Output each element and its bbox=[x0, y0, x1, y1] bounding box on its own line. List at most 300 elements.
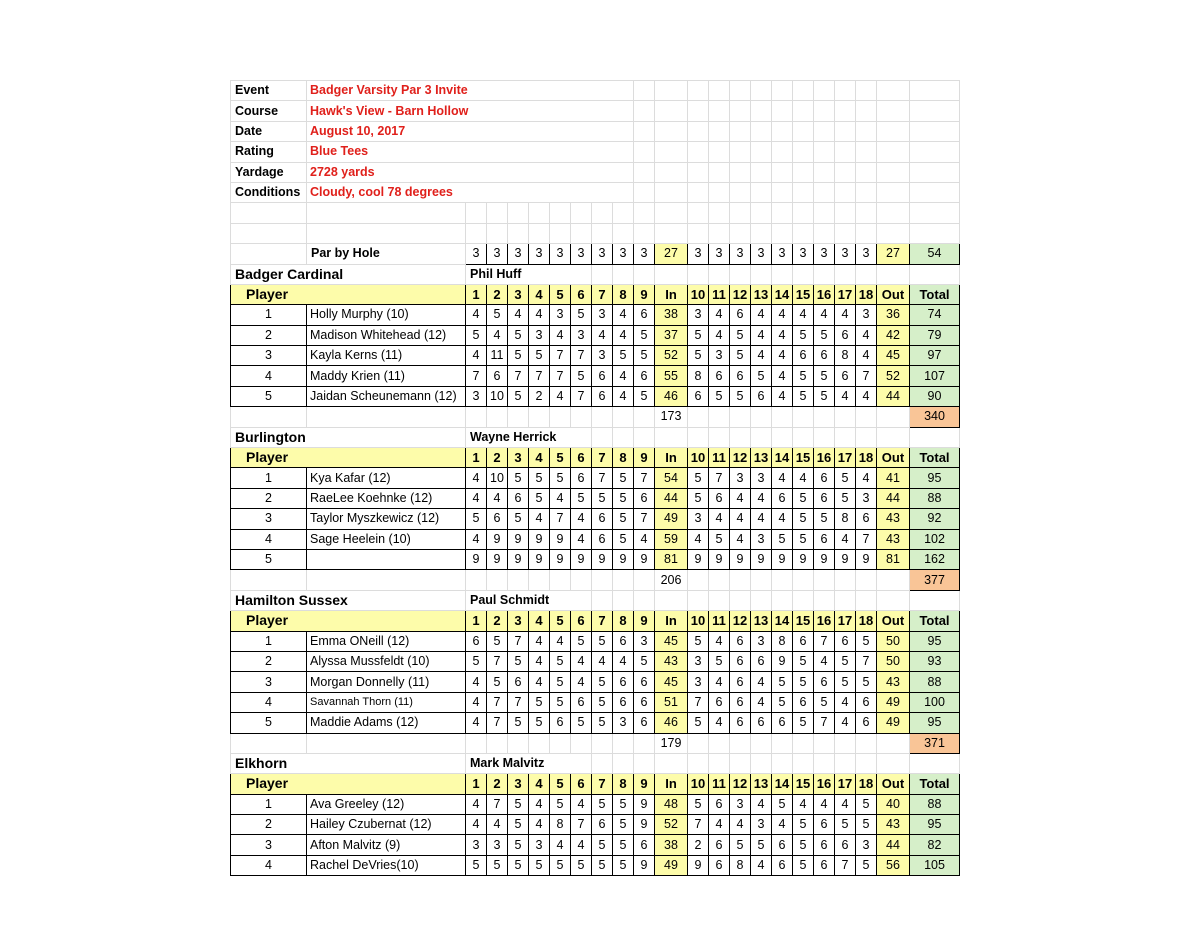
hole-header: 5 bbox=[550, 611, 571, 631]
player-number: 2 bbox=[231, 815, 307, 835]
empty-cell bbox=[751, 753, 772, 773]
hole-score: 5 bbox=[550, 692, 571, 712]
hole-score: 4 bbox=[550, 386, 571, 406]
player-name: Holly Murphy (10) bbox=[307, 305, 466, 325]
hole-score: 4 bbox=[592, 651, 613, 671]
hole-score: 6 bbox=[508, 672, 529, 692]
player-row bbox=[231, 468, 960, 488]
hole-score: 7 bbox=[814, 713, 835, 733]
hole-score: 5 bbox=[814, 386, 835, 406]
hole-score: 7 bbox=[487, 692, 508, 712]
hole-score: 5 bbox=[835, 815, 856, 835]
coach-name: Phil Huff bbox=[466, 264, 592, 284]
hole-score: 5 bbox=[793, 325, 814, 345]
hole-score: 9 bbox=[466, 549, 487, 569]
hole-score: 4 bbox=[571, 509, 592, 529]
hole-score: 4 bbox=[613, 366, 634, 386]
hole-score: 4 bbox=[772, 305, 793, 325]
hole-score: 7 bbox=[571, 386, 592, 406]
hole-score: 5 bbox=[592, 488, 613, 508]
player-name: Kayla Kerns (11) bbox=[307, 346, 466, 366]
coach-name: Wayne Herrick bbox=[466, 427, 592, 447]
total-score: 88 bbox=[910, 488, 960, 508]
hole-score: 4 bbox=[772, 468, 793, 488]
hole-score: 6 bbox=[814, 672, 835, 692]
hole-score: 6 bbox=[814, 346, 835, 366]
player-row bbox=[231, 549, 960, 569]
empty-cell bbox=[751, 142, 772, 162]
empty-cell bbox=[613, 264, 634, 284]
hole-score: 4 bbox=[529, 631, 550, 651]
empty-cell bbox=[793, 203, 814, 223]
hole-score: 3 bbox=[634, 631, 655, 651]
empty-cell bbox=[910, 590, 960, 610]
info-row bbox=[231, 162, 960, 182]
player-row bbox=[231, 488, 960, 508]
empty-cell bbox=[571, 570, 592, 590]
empty-cell bbox=[487, 407, 508, 427]
empty-cell bbox=[730, 733, 751, 753]
hole-score: 5 bbox=[508, 468, 529, 488]
empty-cell bbox=[835, 264, 856, 284]
total-score: 82 bbox=[910, 835, 960, 855]
hole-score: 7 bbox=[508, 692, 529, 712]
hole-score: 6 bbox=[772, 855, 793, 875]
hole-header: 10 bbox=[688, 284, 709, 304]
hole-header: 12 bbox=[730, 448, 751, 468]
player-name: Jaidan Scheunemann (12) bbox=[307, 386, 466, 406]
empty-cell bbox=[634, 162, 655, 182]
hole-header: 11 bbox=[709, 284, 730, 304]
total-score: 162 bbox=[910, 549, 960, 569]
player-number: 5 bbox=[231, 386, 307, 406]
par-hole: 3 bbox=[571, 244, 592, 264]
empty-cell bbox=[751, 427, 772, 447]
hole-score: 9 bbox=[814, 549, 835, 569]
hole-score: 6 bbox=[751, 713, 772, 733]
player-name: Maddy Krien (11) bbox=[307, 366, 466, 386]
hole-header: 15 bbox=[793, 611, 814, 631]
hole-score: 5 bbox=[856, 855, 877, 875]
hole-score: 9 bbox=[709, 549, 730, 569]
empty-cell bbox=[814, 264, 835, 284]
hole-score: 6 bbox=[550, 713, 571, 733]
hole-header: 17 bbox=[835, 774, 856, 794]
empty-cell bbox=[231, 733, 307, 753]
hole-score: 4 bbox=[529, 794, 550, 814]
hole-header: 4 bbox=[529, 774, 550, 794]
hole-score: 4 bbox=[709, 815, 730, 835]
empty-cell bbox=[571, 733, 592, 753]
hole-score: 4 bbox=[709, 509, 730, 529]
par-hole: 3 bbox=[751, 244, 772, 264]
hole-header: 17 bbox=[835, 448, 856, 468]
out-header: Out bbox=[877, 611, 910, 631]
hole-score: 5 bbox=[508, 713, 529, 733]
hole-score: 4 bbox=[709, 713, 730, 733]
empty-cell bbox=[231, 244, 307, 264]
hole-score: 4 bbox=[856, 468, 877, 488]
info-label: Course bbox=[231, 101, 307, 121]
hole-score: 8 bbox=[835, 509, 856, 529]
empty-cell bbox=[793, 142, 814, 162]
hole-header: 2 bbox=[487, 611, 508, 631]
hole-score: 4 bbox=[613, 386, 634, 406]
hole-score: 9 bbox=[688, 855, 709, 875]
hole-score: 6 bbox=[613, 672, 634, 692]
empty-cell bbox=[910, 753, 960, 773]
hole-score: 5 bbox=[466, 509, 487, 529]
hole-score: 4 bbox=[529, 305, 550, 325]
out-score: 49 bbox=[877, 713, 910, 733]
player-name: Maddie Adams (12) bbox=[307, 713, 466, 733]
scorecard-sheet bbox=[230, 80, 960, 876]
empty-cell bbox=[877, 407, 910, 427]
header-row bbox=[231, 448, 960, 468]
empty-cell bbox=[772, 427, 793, 447]
hole-header: 16 bbox=[814, 774, 835, 794]
empty-cell bbox=[231, 407, 307, 427]
hole-score: 5 bbox=[508, 651, 529, 671]
empty-cell bbox=[655, 753, 688, 773]
header-row bbox=[231, 611, 960, 631]
player-row bbox=[231, 305, 960, 325]
hole-score: 4 bbox=[835, 529, 856, 549]
empty-cell bbox=[655, 203, 688, 223]
hole-score: 4 bbox=[466, 815, 487, 835]
hole-score: 5 bbox=[688, 346, 709, 366]
empty-cell bbox=[772, 101, 793, 121]
player-row bbox=[231, 346, 960, 366]
player-name: Morgan Donnelly (11) bbox=[307, 672, 466, 692]
hole-score: 9 bbox=[751, 549, 772, 569]
total-header: Total bbox=[910, 774, 960, 794]
empty-cell bbox=[592, 407, 613, 427]
empty-cell bbox=[730, 264, 751, 284]
info-label: Yardage bbox=[231, 162, 307, 182]
hole-score: 5 bbox=[688, 468, 709, 488]
player-row bbox=[231, 529, 960, 549]
empty-cell bbox=[793, 81, 814, 101]
hole-score: 4 bbox=[730, 815, 751, 835]
hole-header: 7 bbox=[592, 774, 613, 794]
team-total: 371 bbox=[910, 733, 960, 753]
hole-score: 4 bbox=[709, 672, 730, 692]
hole-header: 6 bbox=[571, 611, 592, 631]
par-hole: 3 bbox=[466, 244, 487, 264]
total-score: 107 bbox=[910, 366, 960, 386]
empty-cell bbox=[856, 570, 877, 590]
info-row bbox=[231, 142, 960, 162]
hole-score: 4 bbox=[571, 794, 592, 814]
empty-cell bbox=[751, 203, 772, 223]
empty-cell bbox=[709, 81, 730, 101]
hole-score: 4 bbox=[592, 325, 613, 345]
out-header: Out bbox=[877, 774, 910, 794]
hole-score: 5 bbox=[592, 672, 613, 692]
hole-score: 3 bbox=[730, 468, 751, 488]
hole-score: 5 bbox=[814, 366, 835, 386]
hole-score: 9 bbox=[592, 549, 613, 569]
hole-header: 12 bbox=[730, 284, 751, 304]
hole-score: 5 bbox=[835, 488, 856, 508]
total-score: 100 bbox=[910, 692, 960, 712]
par-label: Par by Hole bbox=[307, 244, 466, 264]
hole-score: 6 bbox=[814, 468, 835, 488]
hole-score: 3 bbox=[688, 509, 709, 529]
hole-score: 5 bbox=[793, 529, 814, 549]
hole-header: 8 bbox=[613, 448, 634, 468]
empty-cell bbox=[772, 81, 793, 101]
empty-cell bbox=[877, 753, 910, 773]
par-hole: 3 bbox=[592, 244, 613, 264]
hole-score: 5 bbox=[793, 488, 814, 508]
hole-score: 10 bbox=[487, 468, 508, 488]
empty-cell bbox=[730, 81, 751, 101]
empty-cell bbox=[751, 101, 772, 121]
empty-cell bbox=[856, 101, 877, 121]
hole-score: 5 bbox=[709, 651, 730, 671]
hole-score: 5 bbox=[709, 386, 730, 406]
empty-cell bbox=[835, 427, 856, 447]
hole-score: 5 bbox=[550, 794, 571, 814]
empty-cell bbox=[877, 733, 910, 753]
empty-cell bbox=[730, 590, 751, 610]
hole-score: 7 bbox=[856, 366, 877, 386]
out-score: 43 bbox=[877, 815, 910, 835]
hole-score: 5 bbox=[814, 325, 835, 345]
team-name: Badger Cardinal bbox=[231, 264, 466, 284]
empty-cell bbox=[856, 590, 877, 610]
empty-cell bbox=[814, 223, 835, 243]
hole-score: 6 bbox=[634, 835, 655, 855]
player-row bbox=[231, 692, 960, 712]
out-score: 56 bbox=[877, 855, 910, 875]
empty-cell bbox=[730, 407, 751, 427]
hole-score: 7 bbox=[856, 651, 877, 671]
empty-cell bbox=[730, 223, 751, 243]
hole-header: 9 bbox=[634, 774, 655, 794]
hole-score: 4 bbox=[793, 794, 814, 814]
hole-header: 7 bbox=[592, 448, 613, 468]
hole-score: 6 bbox=[835, 631, 856, 651]
hole-header: 16 bbox=[814, 284, 835, 304]
empty-cell bbox=[592, 753, 613, 773]
hole-score: 4 bbox=[529, 815, 550, 835]
empty-cell bbox=[634, 101, 655, 121]
hole-score: 6 bbox=[613, 692, 634, 712]
hole-header: 11 bbox=[709, 448, 730, 468]
empty-cell bbox=[793, 223, 814, 243]
empty-cell bbox=[793, 162, 814, 182]
hole-header: 6 bbox=[571, 448, 592, 468]
empty-cell bbox=[529, 570, 550, 590]
total-score: 95 bbox=[910, 631, 960, 651]
empty-cell bbox=[550, 407, 571, 427]
hole-score: 6 bbox=[772, 835, 793, 855]
empty-cell bbox=[814, 121, 835, 141]
hole-score: 7 bbox=[634, 509, 655, 529]
hole-score: 6 bbox=[730, 672, 751, 692]
empty-cell bbox=[910, 264, 960, 284]
player-name bbox=[307, 549, 466, 569]
hole-header: 15 bbox=[793, 774, 814, 794]
empty-cell bbox=[814, 590, 835, 610]
hole-score: 5 bbox=[466, 651, 487, 671]
empty-cell bbox=[772, 223, 793, 243]
player-row bbox=[231, 386, 960, 406]
empty-cell bbox=[634, 203, 655, 223]
empty-cell bbox=[751, 733, 772, 753]
hole-score: 4 bbox=[751, 692, 772, 712]
hole-score: 5 bbox=[550, 672, 571, 692]
hole-score: 6 bbox=[835, 835, 856, 855]
hole-header: 7 bbox=[592, 284, 613, 304]
hole-score: 3 bbox=[751, 815, 772, 835]
empty-cell bbox=[751, 121, 772, 141]
hole-score: 7 bbox=[835, 855, 856, 875]
hole-score: 3 bbox=[688, 305, 709, 325]
hole-score: 4 bbox=[772, 325, 793, 345]
hole-score: 4 bbox=[814, 651, 835, 671]
hole-score: 4 bbox=[814, 305, 835, 325]
hole-score: 4 bbox=[466, 346, 487, 366]
empty-cell bbox=[751, 81, 772, 101]
team-in-total: 173 bbox=[655, 407, 688, 427]
hole-score: 6 bbox=[592, 815, 613, 835]
hole-score: 6 bbox=[709, 794, 730, 814]
hole-score: 5 bbox=[613, 529, 634, 549]
hole-score: 7 bbox=[550, 346, 571, 366]
hole-score: 3 bbox=[688, 651, 709, 671]
hole-score: 6 bbox=[751, 386, 772, 406]
empty-cell bbox=[508, 203, 529, 223]
empty-cell bbox=[910, 182, 960, 202]
hole-score: 6 bbox=[835, 325, 856, 345]
hole-score: 5 bbox=[688, 488, 709, 508]
team-in-total: 206 bbox=[655, 570, 688, 590]
empty-cell bbox=[655, 182, 688, 202]
hole-score: 9 bbox=[634, 855, 655, 875]
hole-score: 7 bbox=[508, 366, 529, 386]
hole-score: 2 bbox=[529, 386, 550, 406]
hole-score: 5 bbox=[466, 325, 487, 345]
info-value: Cloudy, cool 78 degrees bbox=[307, 182, 634, 202]
empty-cell bbox=[814, 753, 835, 773]
hole-score: 4 bbox=[466, 713, 487, 733]
hole-score: 5 bbox=[613, 346, 634, 366]
hole-score: 6 bbox=[814, 835, 835, 855]
player-row bbox=[231, 325, 960, 345]
empty-cell bbox=[793, 101, 814, 121]
par-hole: 3 bbox=[634, 244, 655, 264]
hole-score: 6 bbox=[709, 692, 730, 712]
hole-header: 16 bbox=[814, 448, 835, 468]
empty-cell bbox=[772, 142, 793, 162]
empty-cell bbox=[856, 121, 877, 141]
hole-header: 8 bbox=[613, 611, 634, 631]
hole-score: 5 bbox=[529, 488, 550, 508]
hole-score: 5 bbox=[487, 631, 508, 651]
hole-score: 5 bbox=[793, 509, 814, 529]
empty-cell bbox=[814, 570, 835, 590]
hole-score: 5 bbox=[634, 346, 655, 366]
total-score: 93 bbox=[910, 651, 960, 671]
empty-cell bbox=[877, 590, 910, 610]
empty-cell bbox=[487, 733, 508, 753]
hole-header: 13 bbox=[751, 448, 772, 468]
hole-score: 4 bbox=[529, 651, 550, 671]
hole-score: 5 bbox=[772, 692, 793, 712]
hole-score: 9 bbox=[634, 549, 655, 569]
team-name: Hamilton Sussex bbox=[231, 590, 466, 610]
empty-cell bbox=[550, 570, 571, 590]
hole-score: 4 bbox=[793, 305, 814, 325]
hole-header: 13 bbox=[751, 774, 772, 794]
empty-cell bbox=[730, 753, 751, 773]
hole-score: 6 bbox=[814, 855, 835, 875]
empty-cell bbox=[634, 427, 655, 447]
player-name: Kya Kafar (12) bbox=[307, 468, 466, 488]
hole-score: 7 bbox=[466, 366, 487, 386]
hole-score: 4 bbox=[487, 325, 508, 345]
empty-cell bbox=[655, 101, 688, 121]
in-header: In bbox=[655, 284, 688, 304]
par-hole: 3 bbox=[814, 244, 835, 264]
out-score: 50 bbox=[877, 651, 910, 671]
coach-name: Paul Schmidt bbox=[466, 590, 592, 610]
hole-score: 6 bbox=[751, 651, 772, 671]
empty-cell bbox=[688, 753, 709, 773]
hole-score: 4 bbox=[835, 305, 856, 325]
empty-cell bbox=[688, 570, 709, 590]
hole-header: 8 bbox=[613, 774, 634, 794]
player-name: Alyssa Mussfeldt (10) bbox=[307, 651, 466, 671]
player-number: 1 bbox=[231, 794, 307, 814]
empty-cell bbox=[814, 182, 835, 202]
hole-score: 9 bbox=[730, 549, 751, 569]
empty-cell bbox=[307, 203, 466, 223]
hole-score: 6 bbox=[772, 488, 793, 508]
hole-score: 7 bbox=[814, 631, 835, 651]
player-number: 4 bbox=[231, 366, 307, 386]
hole-score: 4 bbox=[856, 325, 877, 345]
in-score: 48 bbox=[655, 794, 688, 814]
empty-cell bbox=[772, 182, 793, 202]
empty-cell bbox=[508, 407, 529, 427]
empty-cell bbox=[466, 203, 487, 223]
hole-score: 6 bbox=[730, 651, 751, 671]
empty-cell bbox=[835, 733, 856, 753]
hole-score: 9 bbox=[508, 529, 529, 549]
empty-cell bbox=[910, 101, 960, 121]
hole-score: 4 bbox=[856, 386, 877, 406]
empty-cell bbox=[835, 223, 856, 243]
empty-cell bbox=[709, 223, 730, 243]
hole-score: 6 bbox=[487, 366, 508, 386]
player-row bbox=[231, 651, 960, 671]
empty-cell bbox=[634, 590, 655, 610]
empty-cell bbox=[550, 203, 571, 223]
in-score: 51 bbox=[655, 692, 688, 712]
hole-score: 5 bbox=[613, 835, 634, 855]
empty-cell bbox=[814, 142, 835, 162]
info-row bbox=[231, 182, 960, 202]
hole-score: 5 bbox=[613, 468, 634, 488]
team-in-total: 179 bbox=[655, 733, 688, 753]
hole-score: 6 bbox=[730, 692, 751, 712]
in-score: 45 bbox=[655, 631, 688, 651]
